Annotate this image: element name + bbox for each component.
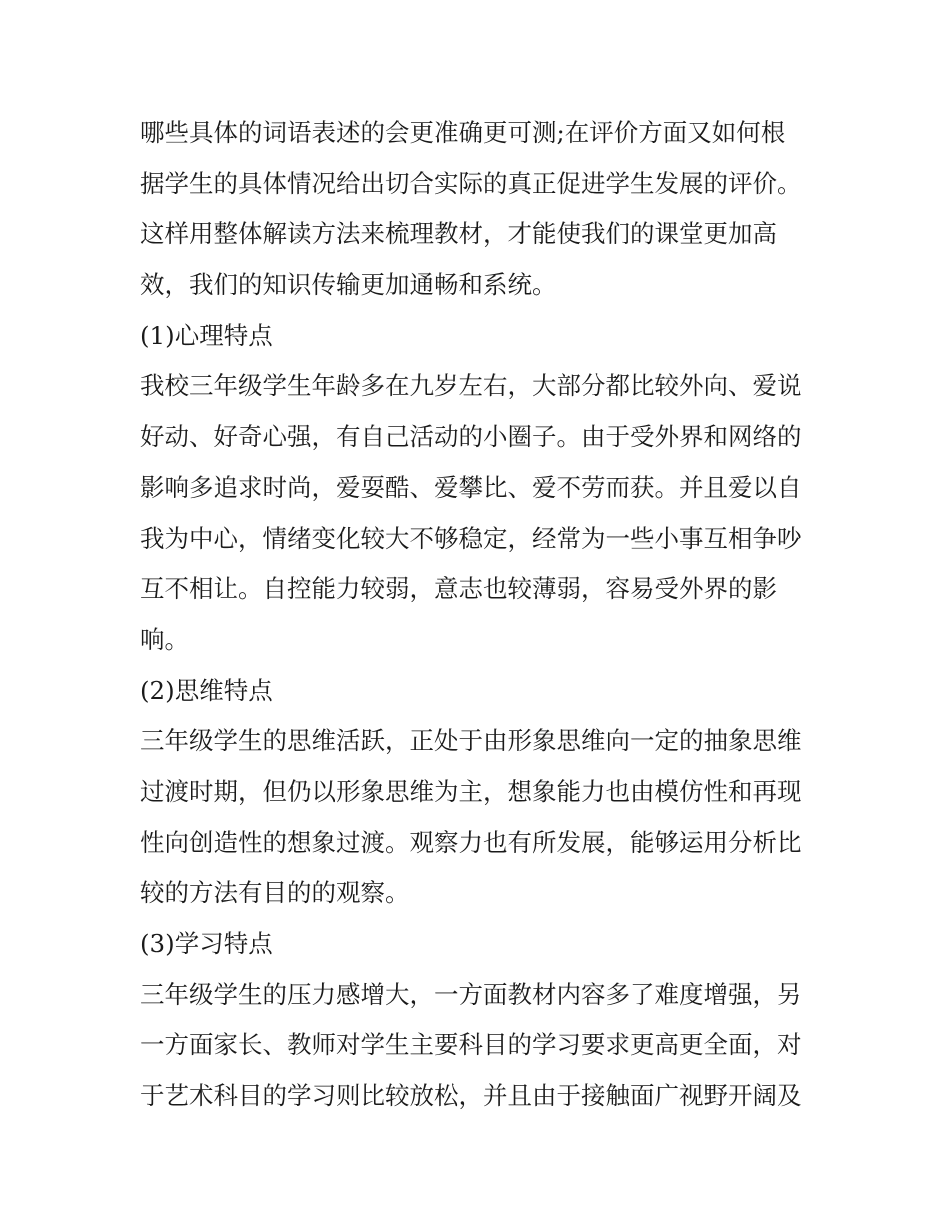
- text-line: 互不相让。自控能力较弱，意志也较薄弱，容易受外界的影: [140, 574, 777, 604]
- text-line: 响。: [140, 624, 189, 654]
- text-line: 三年级学生的压力感增大，一方面教材内容多了难度增强，另: [140, 979, 802, 1009]
- text-line: 我为中心，情绪变化较大不够稳定，经常为一些小事互相争吵: [140, 523, 802, 553]
- text-line: 据学生的具体情况给出切合实际的真正促进学生发展的评价。: [140, 168, 802, 198]
- text-line: 影响多追求时尚，爱耍酷、爱攀比、爱不劳而获。并且爱以自: [140, 472, 802, 502]
- text-line: 效，我们的知识传输更加通畅和系统。: [140, 270, 557, 300]
- text-line: 一方面家长、教师对学生主要科目的学习要求更高更全面，对: [140, 1030, 802, 1060]
- document-body: [140, 108, 820, 1122]
- text-line: 哪些具体的词语表述的会更准确更可测;在评价方面又如何根: [140, 118, 786, 147]
- text-line: 我校三年级学生年龄多在九岁左右，大部分都比较外向、爱说: [140, 371, 802, 401]
- text-line: 三年级学生的思维活跃，正处于由形象思维向一定的抽象思维: [140, 726, 802, 756]
- text-line: 好动、好奇心强，有自己活动的小圈子。由于受外界和网络的: [140, 422, 802, 452]
- text-line: 这样用整体解读方法来梳理教材，才能使我们的课堂更加高: [140, 219, 777, 249]
- section-heading-thinking: (2)思维特点: [140, 675, 273, 705]
- section-heading-psychology: (1)心理特点: [140, 320, 273, 350]
- paragraph-evaluation: [140, 108, 820, 311]
- section-heading-learning: (3)学习特点: [140, 929, 273, 958]
- paragraph-thinking: [140, 716, 820, 919]
- text-line: 较的方法有目的的观察。: [140, 878, 410, 908]
- paragraph-psychology: [140, 361, 820, 665]
- paragraph-learning: [140, 970, 820, 1122]
- text-line: 性向创造性的想象过渡。观察力也有所发展，能够运用分析比: [140, 827, 802, 857]
- text-line: 过渡时期，但仍以形象思维为主，想象能力也由模仿性和再现: [140, 776, 802, 806]
- text-line: 于艺术科目的学习则比较放松，并且由于接触面广视野开阔及: [140, 1081, 802, 1111]
